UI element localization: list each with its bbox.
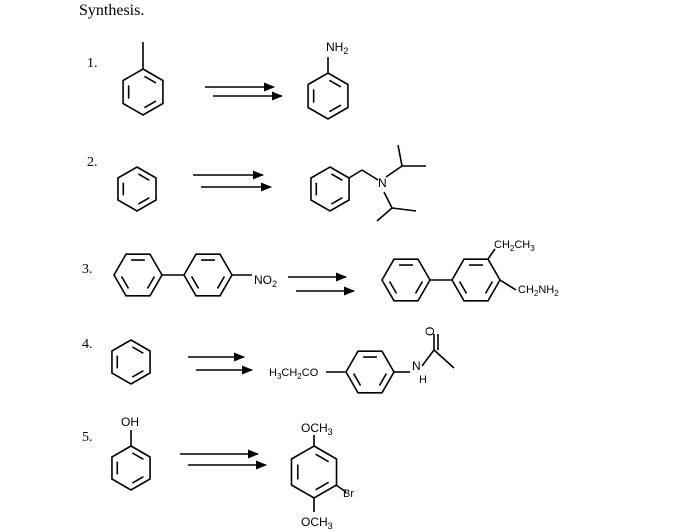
ester-label-p4: $H_3CH_2CO$	[269, 367, 319, 381]
double-bond	[390, 281, 397, 293]
double-bond	[316, 454, 329, 461]
double-bond	[132, 371, 143, 377]
double-bond	[218, 276, 225, 288]
double-bond	[460, 281, 467, 293]
double-bond	[331, 198, 342, 204]
amine-label-p1: $NH_2$	[326, 40, 349, 56]
double-bond	[138, 198, 149, 204]
benzyl-bond-p2	[349, 170, 362, 178]
n-ipr1-bond-p2	[386, 166, 402, 177]
ch2-n-bond-p2	[362, 170, 378, 180]
double-bond	[329, 105, 340, 112]
ipr1-me1-p2	[398, 145, 402, 166]
methoxy-bottom-label-p5: $OCH_3$	[301, 515, 333, 531]
double-bond	[148, 276, 155, 288]
problem-number-3: 3.	[82, 262, 93, 277]
problem-number-1: 1.	[87, 56, 98, 71]
double-bond	[486, 281, 493, 293]
nitro-label-p3: $NO_2$	[254, 273, 278, 289]
double-bond	[416, 281, 423, 293]
double-bond	[132, 453, 143, 459]
amide-nitrogen-label-p4: N	[412, 359, 421, 373]
aminomethyl-bond-p3	[500, 280, 516, 290]
amide-hydrogen-label-p4: H	[419, 374, 427, 386]
problem-number-2: 2.	[87, 155, 98, 170]
double-bond	[132, 347, 143, 353]
carbonyl-oxygen-label-p4: O	[423, 326, 437, 336]
bromo-label-p5: Br	[343, 488, 354, 500]
double-bond	[122, 276, 129, 288]
n-ipr2-bond-p2	[384, 192, 392, 208]
ipr2-me2-p2	[392, 208, 416, 211]
problem-number-5: 5.	[82, 430, 93, 445]
double-bond	[354, 373, 361, 385]
ethyl-label-p3: $CH_2CH_3$	[494, 239, 535, 253]
double-bond	[316, 482, 329, 489]
double-bond	[144, 76, 155, 83]
double-bond	[380, 373, 387, 385]
acetyl-methyl-bond-p4	[434, 350, 454, 368]
hydroxyl-label-p5: OH	[121, 415, 139, 429]
problem-number-4: 4.	[82, 337, 93, 352]
double-bond	[132, 477, 143, 483]
methoxy-top-label-p5: $OCH_3$	[301, 421, 333, 437]
ipr2-me1-p2	[377, 208, 392, 221]
double-bond	[138, 174, 149, 180]
n-carbonyl-bond-p4	[422, 350, 434, 366]
double-bond	[192, 276, 199, 288]
double-bond	[144, 101, 155, 108]
double-bond	[329, 80, 340, 87]
page-title: Synthesis.	[79, 2, 145, 19]
aminomethyl-label-p3: $CH_2NH_2$	[518, 284, 559, 298]
nitrogen-label-p2: N	[378, 176, 387, 190]
double-bond	[331, 174, 342, 180]
